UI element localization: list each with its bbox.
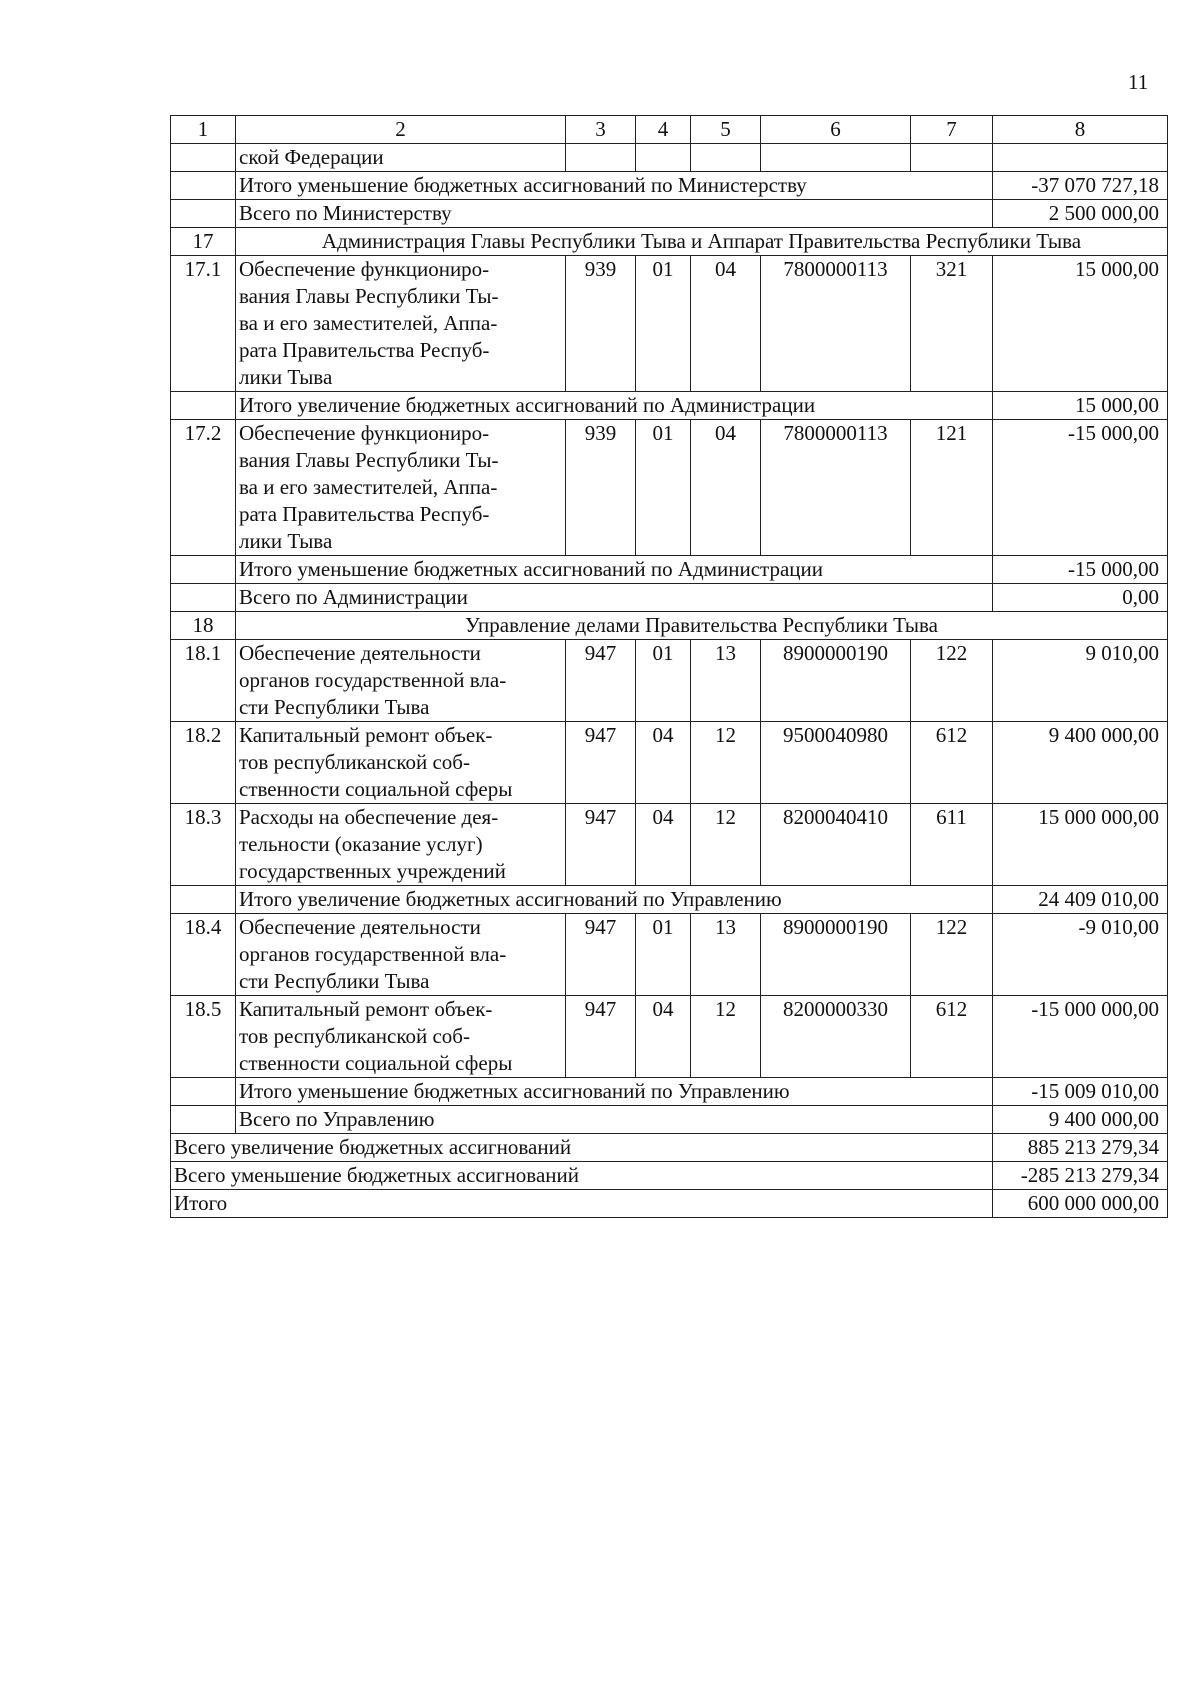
- subtotal-label: Всего по Министерству: [236, 200, 993, 228]
- page-number: 11: [1128, 70, 1149, 94]
- subtotal-amount: 9 400 000,00: [993, 1106, 1168, 1134]
- code-cell-3: 947: [566, 804, 636, 886]
- row-number-cell: [171, 886, 236, 914]
- row-number-cell: 18.3: [171, 804, 236, 886]
- subtotal-label: Итого уменьшение бюджетных ассигнований по Управлению: [236, 1078, 993, 1106]
- code-cell-3: 947: [566, 914, 636, 996]
- row-name-line: государственных учреждений: [239, 859, 506, 883]
- code-cell-4: 04: [636, 722, 691, 804]
- row-name-line: Обеспечение деятельности: [239, 915, 481, 939]
- row-name-line: сти Республики Тыва: [239, 969, 430, 993]
- subtotal-label: Всего по Управлению: [236, 1106, 993, 1134]
- row-number-cell: [171, 172, 236, 200]
- row-number-cell: 18.1: [171, 640, 236, 722]
- row-name-line: тельности (оказание услуг): [239, 832, 483, 856]
- code-cell-5: 13: [691, 640, 761, 722]
- subtotal-row: [171, 392, 1168, 420]
- header-cell-6: 6: [761, 116, 911, 144]
- row-name-line: лики Тыва: [239, 529, 333, 553]
- code-cell-4: 01: [636, 640, 691, 722]
- row-number-cell: [171, 1106, 236, 1134]
- row-name-line: ва и его заместителей, Аппа-: [239, 311, 498, 335]
- header-cell-2: 2: [236, 116, 566, 144]
- code-cell-5: 13: [691, 914, 761, 996]
- budget-table-body: [171, 116, 1168, 1218]
- code-cell-4: 01: [636, 256, 691, 392]
- row-name-line: рата Правительства Респуб-: [239, 338, 490, 362]
- subtotal-amount: 0,00: [993, 584, 1168, 612]
- subtotal-label: Всего по Администрации: [236, 584, 993, 612]
- row-name-line: тов республиканской соб-: [239, 750, 470, 774]
- row-number-cell: [171, 584, 236, 612]
- code-cell-3: 939: [566, 420, 636, 556]
- header-row: [171, 116, 1168, 144]
- row-name-line: ва и его заместителей, Аппа-: [239, 475, 498, 499]
- code-cell-7: 611: [911, 804, 993, 886]
- row-name-cell: [236, 722, 566, 804]
- row-name-cell: [236, 914, 566, 996]
- subtotal-row: [171, 1078, 1168, 1106]
- amount-cell: 15 000,00: [993, 256, 1168, 392]
- code-cell-6: 8200040410: [761, 804, 911, 886]
- amount-cell: -15 000 000,00: [993, 996, 1168, 1078]
- code-cell-6: 8900000190: [761, 640, 911, 722]
- row-name-line: органов государственной вла-: [239, 668, 507, 692]
- grand-total-amount: 600 000 000,00: [993, 1190, 1168, 1218]
- code-cell: [691, 144, 761, 172]
- code-cell-7: 122: [911, 914, 993, 996]
- code-cell-5: 04: [691, 420, 761, 556]
- table-row: [171, 804, 1168, 886]
- subtotal-row: [171, 1106, 1168, 1134]
- code-cell-5: 04: [691, 256, 761, 392]
- row-name-line: сти Республики Тыва: [239, 695, 430, 719]
- section-number: 17: [171, 228, 236, 256]
- amount-cell: 9 010,00: [993, 640, 1168, 722]
- section-header-row: [171, 228, 1168, 256]
- row-number-cell: [171, 200, 236, 228]
- code-cell-3: 947: [566, 996, 636, 1078]
- subtotal-amount: 24 409 010,00: [993, 886, 1168, 914]
- header-cell-3: 3: [566, 116, 636, 144]
- subtotal-row: [171, 172, 1168, 200]
- code-cell-6: 8900000190: [761, 914, 911, 996]
- row-name-cell: [236, 996, 566, 1078]
- row-name-line: Расходы на обеспечение дея-: [239, 805, 499, 829]
- code-cell-6: 7800000113: [761, 420, 911, 556]
- subtotal-row: [171, 886, 1168, 914]
- table-row: [171, 722, 1168, 804]
- code-cell: [636, 144, 691, 172]
- row-name-line: ственности социальной сферы: [239, 1051, 513, 1075]
- subtotal-amount: 2 500 000,00: [993, 200, 1168, 228]
- code-cell-6: 7800000113: [761, 256, 911, 392]
- subtotal-amount: -15 000,00: [993, 556, 1168, 584]
- subtotal-amount: -37 070 727,18: [993, 172, 1168, 200]
- code-cell-4: 01: [636, 420, 691, 556]
- grand-total-label: Итого: [171, 1190, 993, 1218]
- code-cell-6: 9500040980: [761, 722, 911, 804]
- code-cell-3: 947: [566, 722, 636, 804]
- header-cell-7: 7: [911, 116, 993, 144]
- row-number-cell: [171, 144, 236, 172]
- amount-cell: -15 000,00: [993, 420, 1168, 556]
- row-name-line: рата Правительства Респуб-: [239, 502, 490, 526]
- section-title: Администрация Главы Республики Тыва и Аппарат Правительства Республики Тыва: [236, 228, 1168, 256]
- code-cell-7: 612: [911, 722, 993, 804]
- grand-total-label: Всего уменьшение бюджетных ассигнований: [171, 1162, 993, 1190]
- continuation-row: [171, 144, 1168, 172]
- row-number-cell: [171, 392, 236, 420]
- row-name-line: Обеспечение функциониро-: [239, 257, 490, 281]
- row-name-line: Капитальный ремонт объек-: [239, 997, 493, 1021]
- subtotal-row: [171, 584, 1168, 612]
- code-cell-7: 121: [911, 420, 993, 556]
- row-name-cell: [236, 640, 566, 722]
- header-cell-5: 5: [691, 116, 761, 144]
- code-cell: [761, 144, 911, 172]
- row-number-cell: 18.2: [171, 722, 236, 804]
- grand-total-amount: -285 213 279,34: [993, 1162, 1168, 1190]
- grand-total-amount: 885 213 279,34: [993, 1134, 1168, 1162]
- row-name-line: тов республиканской соб-: [239, 1024, 470, 1048]
- grand-total-label: Всего увеличение бюджетных ассигнований: [171, 1134, 993, 1162]
- code-cell-4: 04: [636, 804, 691, 886]
- row-number-cell: [171, 1078, 236, 1106]
- row-name-line: Капитальный ремонт объек-: [239, 723, 493, 747]
- row-name-line: вания Главы Республики Ты-: [239, 284, 499, 308]
- code-cell-7: 122: [911, 640, 993, 722]
- subtotal-label: Итого увеличение бюджетных ассигнований по Администрации: [236, 392, 993, 420]
- row-number-cell: 17.1: [171, 256, 236, 392]
- amount-cell: -9 010,00: [993, 914, 1168, 996]
- grand-total-row: [171, 1190, 1168, 1218]
- row-name-line: органов государственной вла-: [239, 942, 507, 966]
- grand-total-row: [171, 1134, 1168, 1162]
- subtotal-label: Итого уменьшение бюджетных ассигнований по Администрации: [236, 556, 993, 584]
- amount-cell: [993, 144, 1168, 172]
- row-number-cell: 18.4: [171, 914, 236, 996]
- row-name-line: Обеспечение деятельности: [239, 641, 481, 665]
- row-name-cell: ской Федерации: [236, 144, 566, 172]
- code-cell: [566, 144, 636, 172]
- row-name-line: вания Главы Республики Ты-: [239, 448, 499, 472]
- subtotal-amount: -15 009 010,00: [993, 1078, 1168, 1106]
- row-name-cell: [236, 256, 566, 392]
- amount-cell: 9 400 000,00: [993, 722, 1168, 804]
- row-number-cell: 17.2: [171, 420, 236, 556]
- row-number-cell: 18.5: [171, 996, 236, 1078]
- subtotal-row: [171, 200, 1168, 228]
- code-cell-3: 947: [566, 640, 636, 722]
- header-cell-1: 1: [171, 116, 236, 144]
- table-row: [171, 914, 1168, 996]
- header-cell-4: 4: [636, 116, 691, 144]
- row-name-line: Обеспечение функциониро-: [239, 421, 490, 445]
- code-cell-4: 04: [636, 996, 691, 1078]
- table-row: [171, 996, 1168, 1078]
- row-number-cell: [171, 556, 236, 584]
- code-cell-7: 321: [911, 256, 993, 392]
- subtotal-label: Итого увеличение бюджетных ассигнований по Управлению: [236, 886, 993, 914]
- code-cell-5: 12: [691, 722, 761, 804]
- section-number: 18: [171, 612, 236, 640]
- row-name-line: лики Тыва: [239, 365, 333, 389]
- row-name-cell: [236, 420, 566, 556]
- header-cell-8: 8: [993, 116, 1168, 144]
- table-row: [171, 256, 1168, 392]
- subtotal-row: [171, 556, 1168, 584]
- subtotal-label: Итого уменьшение бюджетных ассигнований по Министерству: [236, 172, 993, 200]
- code-cell-5: 12: [691, 804, 761, 886]
- row-name-cell: [236, 804, 566, 886]
- section-title: Управление делами Правительства Республики Тыва: [236, 612, 1168, 640]
- code-cell: [911, 144, 993, 172]
- table-row: [171, 640, 1168, 722]
- table-row: [171, 420, 1168, 556]
- row-name-line: ственности социальной сферы: [239, 777, 513, 801]
- code-cell-5: 12: [691, 996, 761, 1078]
- code-cell-3: 939: [566, 256, 636, 392]
- amount-cell: 15 000 000,00: [993, 804, 1168, 886]
- grand-total-row: [171, 1162, 1168, 1190]
- section-header-row: [171, 612, 1168, 640]
- code-cell-4: 01: [636, 914, 691, 996]
- subtotal-amount: 15 000,00: [993, 392, 1168, 420]
- budget-table: [170, 115, 1168, 1218]
- code-cell-7: 612: [911, 996, 993, 1078]
- code-cell-6: 8200000330: [761, 996, 911, 1078]
